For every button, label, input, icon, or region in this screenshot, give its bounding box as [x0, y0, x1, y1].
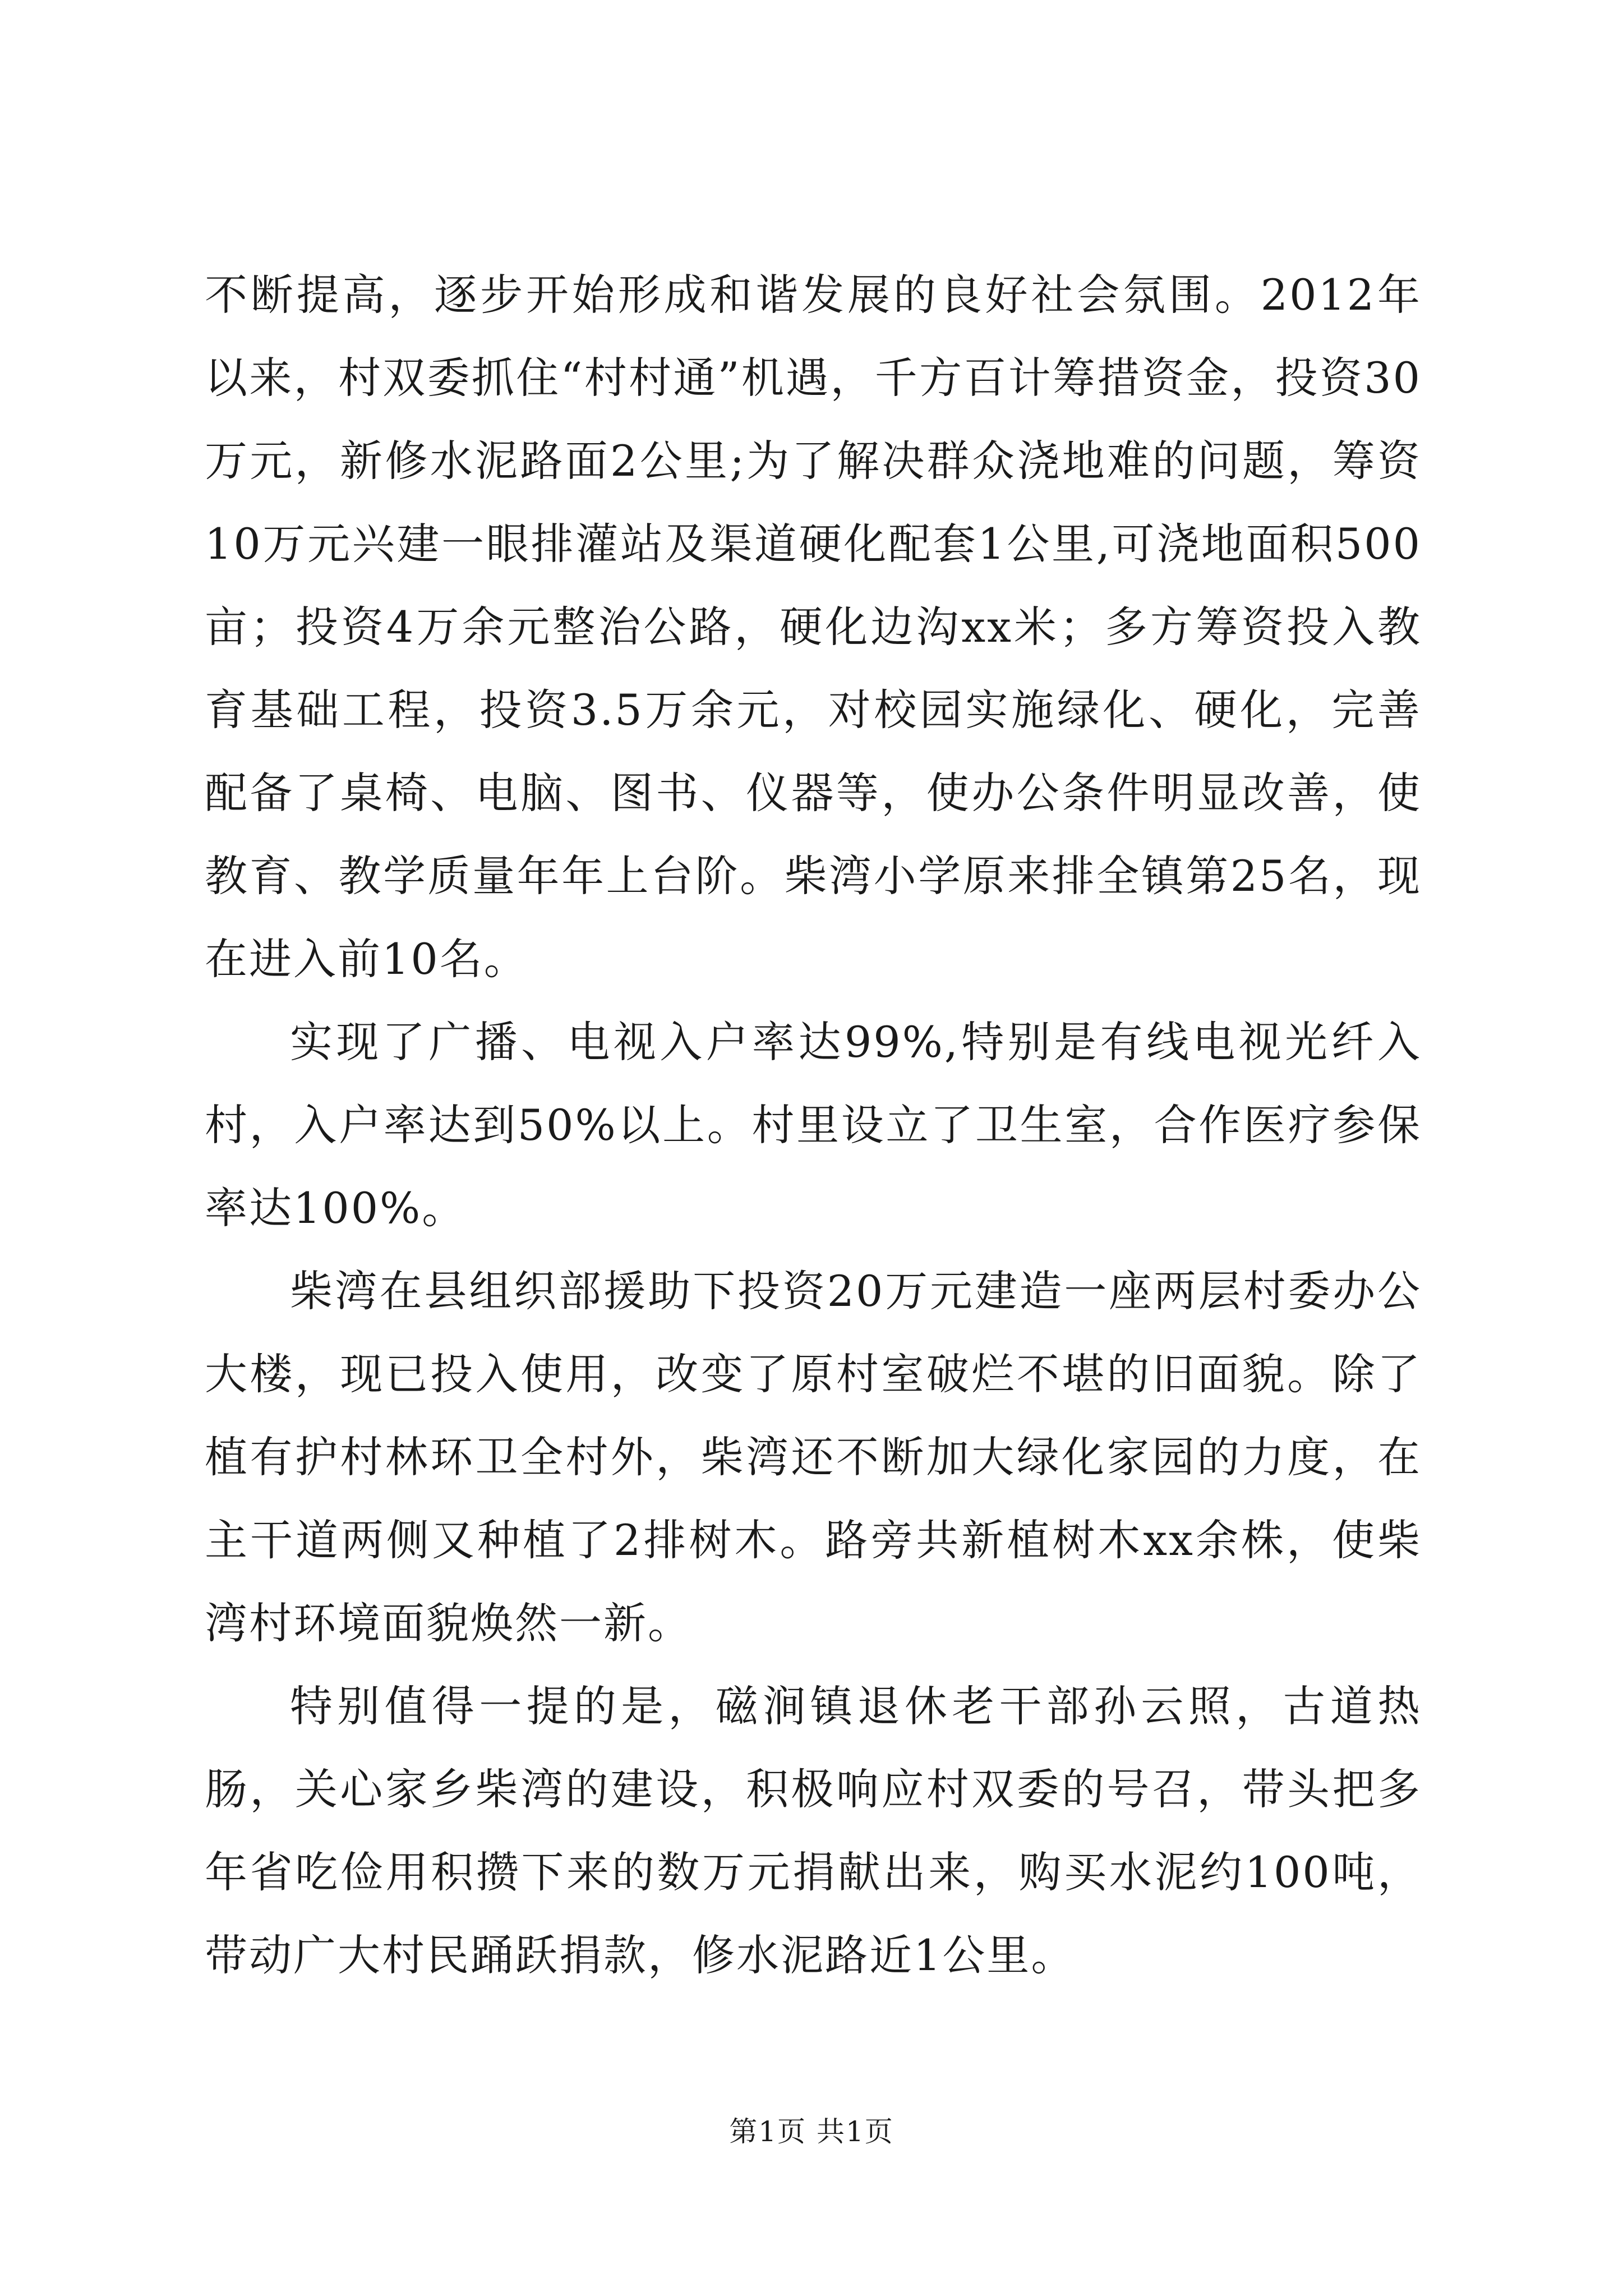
paragraph-2: 实现了广播、电视入户率达99%,特别是有线电视光纤入村，入户率达到50%以上。村里设立了卫生室，合作医疗参保率达100%。 — [205, 1017, 1422, 1233]
page-footer: 第1页 共1页 — [729, 2115, 894, 2148]
paragraph-4: 特别值得一提的是，磁涧镇退休老干部孙云照，古道热肠，关心家乡柴湾的建设，积极响应村双委的号召，带头把多年省吃俭用积攒下来的数万元捐献出来，购买水泥约100吨，带动广大村民踊跃捐款，修水泥路近1公里。 — [205, 1681, 1422, 1980]
paragraph-1: 不断提高，逐步开始形成和谐发展的良好社会氛围。2012年以来，村双委抓住“村村通”机遇，千方百计筹措资金，投资30万元，新修水泥路面2公里;为了解决群众浇地难的问题，筹资10万元兴建一眼排灌站及渠道硬化配套1公里,可浇地面积500亩；投资4万余元整治公路，硬化边沟xx米；多方筹资投入教育基础工程，投资3.5万余元，对校园实施绿化、硬化，完善配备了桌椅、电脑、图书、仪器等，使办公条件明显改善，使教育、教学质量年年上台阶。柴湾小学原来排全镇第25名，现在进入前10名。 — [205, 270, 1422, 984]
document-body — [205, 254, 1422, 1997]
paragraph-3: 柴湾在县组织部援助下投资20万元建造一座两层村委办公大楼，现已投入使用，改变了原村室破烂不堪的旧面貌。除了植有护村林环卫全村外，柴湾还不断加大绿化家园的力度，在主干道两侧又种植了2排树木。路旁共新植树木xx余株，使柴湾村环境面貌焕然一新。 — [205, 1266, 1422, 1648]
